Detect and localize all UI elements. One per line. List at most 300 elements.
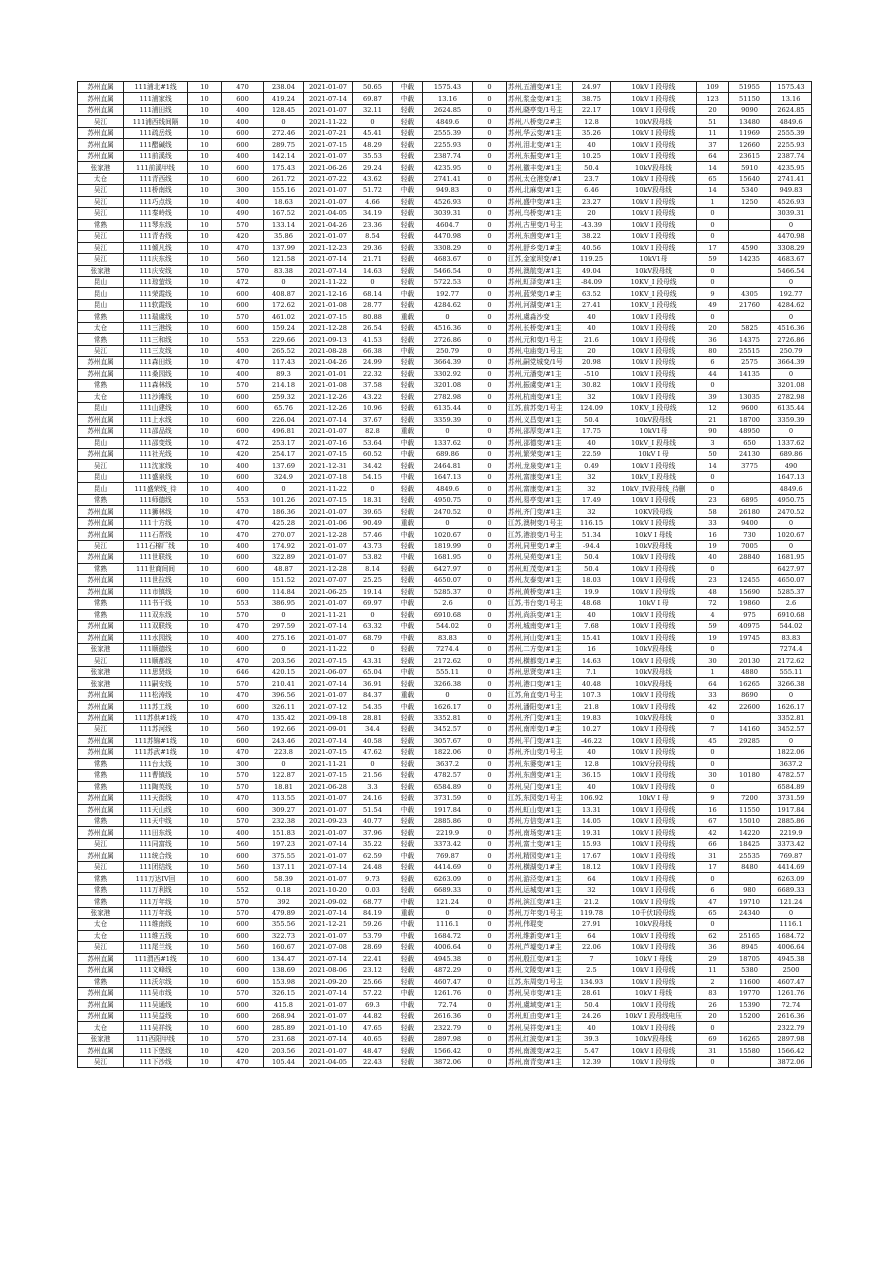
cell-line-name: 111狮林线 — [124, 506, 188, 517]
cell-margin: 0 — [423, 426, 473, 437]
cell-line-name: 111盛荣线_待 — [124, 483, 188, 494]
cell-line-name: 111前溪线 — [124, 150, 188, 161]
cell-current: 203.56 — [264, 1045, 304, 1056]
cell-load-rate: 4.66 — [353, 196, 393, 207]
cell-capacity: 24130 — [729, 449, 771, 460]
cell-date: 2021-01-07 — [304, 1045, 353, 1056]
cell-available: 544.02 — [771, 621, 812, 632]
cell-date: 2021-12-21 — [304, 919, 353, 930]
cell-rated-current: 600 — [222, 735, 264, 746]
cell-available: 6689.33 — [771, 884, 812, 895]
cell-zero: 0 — [473, 403, 507, 414]
cell-rated-current: 600 — [222, 953, 264, 964]
cell-load-rate: 35.22 — [353, 838, 393, 849]
cell-line-name: 111台太线 — [124, 758, 188, 769]
cell-voltage: 10 — [188, 437, 222, 448]
table-row — [78, 231, 812, 242]
cell-capacity: 40975 — [729, 621, 771, 632]
cell-rated-current: 600 — [222, 850, 264, 861]
cell-current: 265.52 — [264, 345, 304, 356]
cell-busbar: 10kV I 段母线 — [611, 816, 697, 827]
cell-load-rate: 43.31 — [353, 655, 393, 666]
cell-load-level: 轻载 — [393, 173, 423, 184]
cell-transformer-rate: 116.15 — [573, 517, 611, 528]
cell-margin: 0 — [423, 517, 473, 528]
cell-transformer-rate: 13.31 — [573, 804, 611, 815]
cell-date: 2021-07-14 — [304, 265, 353, 276]
cell-transformer-rate: 40.56 — [573, 242, 611, 253]
cell-transformer-rate: 14.05 — [573, 816, 611, 827]
cell-transformer-rate: 64 — [573, 873, 611, 884]
cell-region: 苏州直属 — [78, 150, 124, 161]
cell-zero: 0 — [473, 735, 507, 746]
cell-date: 2021-10-20 — [304, 884, 353, 895]
cell-voltage: 10 — [188, 965, 222, 976]
cell-current: 420.15 — [264, 666, 304, 677]
cell-count: 17 — [697, 242, 729, 253]
cell-current: 35.86 — [264, 231, 304, 242]
cell-line-name: 111盛泉线 — [124, 471, 188, 482]
cell-substation: 苏州,徽丰变/#1主 — [507, 162, 573, 173]
cell-available: 2782.98 — [771, 391, 812, 402]
cell-transformer-rate: 12.8 — [573, 758, 611, 769]
cell-region: 张家港 — [78, 678, 124, 689]
cell-busbar: 10kV I 母线 — [611, 529, 697, 540]
cell-substation: 苏州,南渡变/#2主 — [507, 1045, 573, 1056]
cell-load-level: 重载 — [393, 517, 423, 528]
cell-region: 苏州直属 — [78, 827, 124, 838]
cell-count: 37 — [697, 139, 729, 150]
cell-load-level: 轻载 — [393, 483, 423, 494]
table-row — [78, 942, 812, 953]
cell-rated-current: 400 — [222, 460, 264, 471]
cell-date: 2021-07-15 — [304, 770, 353, 781]
cell-region: 苏州直属 — [78, 127, 124, 138]
cell-load-level: 中载 — [393, 82, 423, 93]
cell-load-rate: 29.24 — [353, 162, 393, 173]
cell-load-rate: 0 — [353, 116, 393, 127]
cell-available: 1917.84 — [771, 804, 812, 815]
cell-date: 2021-09-13 — [304, 334, 353, 345]
cell-load-level: 中载 — [393, 598, 423, 609]
cell-voltage: 10 — [188, 403, 222, 414]
table-row — [78, 735, 812, 746]
cell-substation: 苏州,齐门变/#1主 — [507, 506, 573, 517]
cell-zero: 0 — [473, 368, 507, 379]
cell-busbar: 10kV段母线 — [611, 1033, 697, 1044]
cell-transformer-rate: 40 — [573, 781, 611, 792]
cell-transformer-rate: 40 — [573, 1022, 611, 1033]
cell-busbar: 10kV I 段母线 — [611, 804, 697, 815]
cell-transformer-rate: 51.34 — [573, 529, 611, 540]
cell-load-level: 轻载 — [393, 575, 423, 586]
cell-line-name: 111浦北#1线 — [124, 82, 188, 93]
cell-count: 9 — [697, 793, 729, 804]
cell-load-level: 重载 — [393, 907, 423, 918]
cell-zero: 0 — [473, 598, 507, 609]
cell-load-level: 轻载 — [393, 1033, 423, 1044]
cell-capacity: 16265 — [729, 1033, 771, 1044]
cell-available: 2897.98 — [771, 1033, 812, 1044]
table-row — [78, 173, 812, 184]
cell-load-rate: 0 — [353, 276, 393, 287]
cell-load-rate: 0 — [353, 643, 393, 654]
cell-line-name: 111巧点线 — [124, 196, 188, 207]
cell-load-level: 轻载 — [393, 242, 423, 253]
cell-count: 11 — [697, 127, 729, 138]
cell-date: 2021-01-07 — [304, 632, 353, 643]
cell-zero: 0 — [473, 1033, 507, 1044]
cell-transformer-rate: 64 — [573, 930, 611, 941]
cell-capacity: 10180 — [729, 770, 771, 781]
cell-region: 吴江 — [78, 724, 124, 735]
cell-transformer-rate: 18.12 — [573, 861, 611, 872]
cell-count: 39 — [697, 391, 729, 402]
cell-rated-current: 570 — [222, 380, 264, 391]
cell-voltage: 10 — [188, 82, 222, 93]
cell-load-rate: 28.69 — [353, 942, 393, 953]
table-row — [78, 930, 812, 941]
cell-capacity: 20130 — [729, 655, 771, 666]
cell-busbar: 10kV I 母 — [611, 793, 697, 804]
cell-capacity: 51150 — [729, 93, 771, 104]
cell-substation: 苏州,东振变/#1主 — [507, 150, 573, 161]
cell-region: 太仓 — [78, 322, 124, 333]
cell-load-rate: 44.82 — [353, 1010, 393, 1021]
cell-available: 3266.38 — [771, 678, 812, 689]
cell-count: 80 — [697, 345, 729, 356]
cell-busbar: 10kV I 段母线 — [611, 689, 697, 700]
cell-zero: 0 — [473, 838, 507, 849]
table-row — [78, 93, 812, 104]
cell-rated-current: 420 — [222, 1045, 264, 1056]
cell-line-name: 111万利线 — [124, 884, 188, 895]
cell-date: 2021-07-15 — [304, 747, 353, 758]
cell-busbar: 10kV段母线 — [611, 540, 697, 551]
cell-load-level: 轻载 — [393, 334, 423, 345]
cell-date: 2021-12-28 — [304, 529, 353, 540]
cell-date: 2021-07-14 — [304, 907, 353, 918]
cell-margin: 13.16 — [423, 93, 473, 104]
cell-line-name: 111天中线 — [124, 816, 188, 827]
cell-substation: 苏州,邵德变/#1主 — [507, 437, 573, 448]
cell-voltage: 10 — [188, 632, 222, 643]
cell-busbar: 10KV_I 段母线 — [611, 288, 697, 299]
cell-load-level: 轻载 — [393, 586, 423, 597]
cell-region: 常熟 — [78, 609, 124, 620]
cell-zero: 0 — [473, 127, 507, 138]
cell-available: 4950.75 — [771, 494, 812, 505]
cell-count: 44 — [697, 368, 729, 379]
cell-margin: 1575.43 — [423, 82, 473, 93]
cell-zero: 0 — [473, 816, 507, 827]
cell-busbar: 10kV I 段母线 — [611, 850, 697, 861]
cell-rated-current: 570 — [222, 896, 264, 907]
cell-rated-current: 570 — [222, 781, 264, 792]
cell-rated-current: 600 — [222, 965, 264, 976]
cell-busbar: 10kV I 段母线 — [611, 1045, 697, 1056]
cell-rated-current: 600 — [222, 575, 264, 586]
cell-zero: 0 — [473, 540, 507, 551]
cell-load-rate: 48.47 — [353, 1045, 393, 1056]
cell-date: 2021-07-14 — [304, 953, 353, 964]
cell-region: 常熟 — [78, 816, 124, 827]
cell-current: 122.87 — [264, 770, 304, 781]
cell-available: 1261.76 — [771, 988, 812, 999]
cell-available: 2219.9 — [771, 827, 812, 838]
table-row — [78, 265, 812, 276]
cell-margin: 4945.38 — [423, 953, 473, 964]
cell-zero: 0 — [473, 276, 507, 287]
cell-load-level: 轻载 — [393, 494, 423, 505]
cell-line-name: 111万年线 — [124, 907, 188, 918]
cell-busbar: 10kV I 段母线 — [611, 391, 697, 402]
cell-current: 142.14 — [264, 150, 304, 161]
cell-date: 2021-07-14 — [304, 414, 353, 425]
cell-load-rate: 26.54 — [353, 322, 393, 333]
cell-busbar: 10kV I 段母线 — [611, 1056, 697, 1067]
cell-load-level: 轻载 — [393, 403, 423, 414]
table-row — [78, 345, 812, 356]
cell-load-rate: 43.62 — [353, 173, 393, 184]
cell-margin: 1917.84 — [423, 804, 473, 815]
cell-zero: 0 — [473, 747, 507, 758]
cell-load-level: 轻载 — [393, 150, 423, 161]
cell-line-name: 111荣霞线 — [124, 288, 188, 299]
cell-load-rate: 34.4 — [353, 724, 393, 735]
cell-voltage: 10 — [188, 816, 222, 827]
cell-rated-current: 400 — [222, 540, 264, 551]
cell-available: 0 — [771, 311, 812, 322]
cell-region: 吴江 — [78, 254, 124, 265]
cell-line-name: 111苏工线 — [124, 701, 188, 712]
table-row — [78, 689, 812, 700]
cell-load-level: 轻载 — [393, 735, 423, 746]
cell-load-level: 轻载 — [393, 1010, 423, 1021]
cell-count: 20 — [697, 322, 729, 333]
cell-line-name: 111邵品线 — [124, 426, 188, 437]
cell-voltage: 10 — [188, 93, 222, 104]
cell-capacity: 11600 — [729, 976, 771, 987]
cell-transformer-rate: 27.41 — [573, 299, 611, 310]
cell-substation: 江苏,前苏变/1号主 — [507, 403, 573, 414]
cell-load-level: 轻载 — [393, 196, 423, 207]
cell-voltage: 10 — [188, 907, 222, 918]
cell-rated-current: 490 — [222, 208, 264, 219]
cell-substation: 苏州,易亭变/#1主 — [507, 494, 573, 505]
cell-busbar: 10kV I 段母线 — [611, 322, 697, 333]
table-row — [78, 781, 812, 792]
cell-voltage: 10 — [188, 196, 222, 207]
cell-region: 苏州直属 — [78, 850, 124, 861]
cell-line-name: 111吴益线 — [124, 1010, 188, 1021]
cell-date: 2021-07-21 — [304, 127, 353, 138]
cell-margin: 7274.4 — [423, 643, 473, 654]
cell-voltage: 10 — [188, 598, 222, 609]
cell-region: 昆山 — [78, 471, 124, 482]
cell-busbar: 10kV段母线 — [611, 162, 697, 173]
cell-busbar: 10kV段母线 — [611, 678, 697, 689]
cell-load-level: 中载 — [393, 552, 423, 563]
cell-margin: 1020.67 — [423, 529, 473, 540]
cell-count: 0 — [697, 380, 729, 391]
cell-count: 69 — [697, 1033, 729, 1044]
cell-rated-current: 600 — [222, 471, 264, 482]
cell-transformer-rate: 134.93 — [573, 976, 611, 987]
cell-margin: 4235.95 — [423, 162, 473, 173]
cell-voltage: 10 — [188, 1033, 222, 1044]
cell-transformer-rate: -46.22 — [573, 735, 611, 746]
cell-capacity: 730 — [729, 529, 771, 540]
cell-busbar: 10kV I 母线 — [611, 988, 697, 999]
cell-date: 2021-11-22 — [304, 276, 353, 287]
cell-margin: 0 — [423, 311, 473, 322]
cell-count: 9 — [697, 288, 729, 299]
cell-load-level: 中载 — [393, 449, 423, 460]
cell-line-name: 111水园线 — [124, 632, 188, 643]
cell-capacity: 23615 — [729, 150, 771, 161]
cell-transformer-rate: 50.4 — [573, 999, 611, 1010]
cell-margin: 3266.38 — [423, 678, 473, 689]
cell-busbar: 10kV_I 段母线 — [611, 471, 697, 482]
cell-count: 123 — [697, 93, 729, 104]
cell-count: 33 — [697, 517, 729, 528]
cell-load-rate: 24.99 — [353, 357, 393, 368]
cell-region: 苏州直属 — [78, 999, 124, 1010]
table-row — [78, 1045, 812, 1056]
cell-voltage: 10 — [188, 827, 222, 838]
cell-count: 64 — [697, 150, 729, 161]
cell-line-name: 111万年线 — [124, 896, 188, 907]
cell-voltage: 10 — [188, 1022, 222, 1033]
cell-date: 2021-01-07 — [304, 150, 353, 161]
cell-date: 2021-01-06 — [304, 517, 353, 528]
cell-transformer-rate: 21.2 — [573, 896, 611, 907]
cell-capacity: 22600 — [729, 701, 771, 712]
cell-rated-current: 470 — [222, 1056, 264, 1067]
cell-current: 254.17 — [264, 449, 304, 460]
cell-zero: 0 — [473, 666, 507, 677]
cell-rated-current: 600 — [222, 403, 264, 414]
cell-margin: 72.74 — [423, 999, 473, 1010]
cell-margin: 5466.54 — [423, 265, 473, 276]
cell-zero: 0 — [473, 449, 507, 460]
cell-load-rate: 29.36 — [353, 242, 393, 253]
cell-zero: 0 — [473, 196, 507, 207]
cell-load-level: 轻载 — [393, 162, 423, 173]
cell-date: 2021-01-07 — [304, 231, 353, 242]
cell-capacity — [729, 1056, 771, 1067]
table-row — [78, 655, 812, 666]
cell-count: 31 — [697, 850, 729, 861]
cell-voltage: 10 — [188, 265, 222, 276]
cell-transformer-rate: -43.39 — [573, 219, 611, 230]
cell-date: 2021-11-22 — [304, 643, 353, 654]
cell-substation: 江苏,金家坝变/#1 — [507, 254, 573, 265]
cell-available: 1681.95 — [771, 552, 812, 563]
cell-margin: 4470.98 — [423, 231, 473, 242]
cell-load-rate: 24.16 — [353, 793, 393, 804]
cell-rated-current: 470 — [222, 689, 264, 700]
cell-region: 苏州直属 — [78, 988, 124, 999]
cell-date: 2021-04-05 — [304, 1056, 353, 1067]
cell-current: 226.04 — [264, 414, 304, 425]
cell-load-level: 轻载 — [393, 873, 423, 884]
cell-region: 吴江 — [78, 345, 124, 356]
cell-current: 18.81 — [264, 781, 304, 792]
cell-transformer-rate: 17.49 — [573, 494, 611, 505]
cell-available: 2555.39 — [771, 127, 812, 138]
cell-substation: 江苏,东园变/1号主 — [507, 793, 573, 804]
cell-load-rate: 24.48 — [353, 861, 393, 872]
cell-busbar: 10kV段母线 — [611, 116, 697, 127]
cell-line-name: 111青西线 — [124, 173, 188, 184]
cell-date: 2021-01-07 — [304, 540, 353, 551]
cell-load-rate: 47.65 — [353, 1022, 393, 1033]
cell-transformer-rate: 22.17 — [573, 104, 611, 115]
cell-load-rate: 53.79 — [353, 930, 393, 941]
cell-available: 0 — [771, 219, 812, 230]
cell-voltage: 10 — [188, 930, 222, 941]
cell-load-level: 轻载 — [393, 1022, 423, 1033]
table-row — [78, 460, 812, 471]
cell-transformer-rate: 0.49 — [573, 460, 611, 471]
table-row — [78, 299, 812, 310]
cell-zero: 0 — [473, 988, 507, 999]
cell-current: 231.68 — [264, 1033, 304, 1044]
cell-margin: 2897.98 — [423, 1033, 473, 1044]
cell-margin: 4872.29 — [423, 965, 473, 976]
cell-substation: 苏州,长桥变/#1主 — [507, 322, 573, 333]
cell-date: 2021-01-07 — [304, 552, 353, 563]
cell-zero: 0 — [473, 483, 507, 494]
cell-voltage: 10 — [188, 173, 222, 184]
cell-count: 0 — [697, 471, 729, 482]
cell-line-name: 111沃尔线 — [124, 976, 188, 987]
cell-transformer-rate: -510 — [573, 368, 611, 379]
cell-substation: 苏州,盛中变/#1主 — [507, 196, 573, 207]
cell-capacity: 19860 — [729, 598, 771, 609]
cell-busbar: 10kV I 段母线 — [611, 208, 697, 219]
cell-zero: 0 — [473, 116, 507, 127]
cell-region: 常熟 — [78, 311, 124, 322]
cell-current: 289.75 — [264, 139, 304, 150]
cell-voltage: 10 — [188, 988, 222, 999]
cell-busbar: 10kV I 段母线 — [611, 976, 697, 987]
cell-transformer-rate: -84.09 — [573, 276, 611, 287]
cell-load-level: 中载 — [393, 999, 423, 1010]
cell-voltage: 10 — [188, 552, 222, 563]
cell-load-level: 轻载 — [393, 563, 423, 574]
cell-busbar: 10kV I 母 — [611, 449, 697, 460]
cell-count: 90 — [697, 426, 729, 437]
cell-date: 2021-01-07 — [304, 82, 353, 93]
table-row — [78, 621, 812, 632]
cell-available: 2624.85 — [771, 104, 812, 115]
cell-voltage: 10 — [188, 449, 222, 460]
cell-region: 太仓 — [78, 919, 124, 930]
cell-current: 133.14 — [264, 219, 304, 230]
cell-available: 3201.08 — [771, 380, 812, 391]
cell-margin: 3359.39 — [423, 414, 473, 425]
cell-load-rate: 37.96 — [353, 827, 393, 838]
table-row — [78, 1022, 812, 1033]
cell-zero: 0 — [473, 621, 507, 632]
cell-zero: 0 — [473, 471, 507, 482]
cell-current: 425.28 — [264, 517, 304, 528]
cell-zero: 0 — [473, 552, 507, 563]
cell-region: 吴江 — [78, 838, 124, 849]
